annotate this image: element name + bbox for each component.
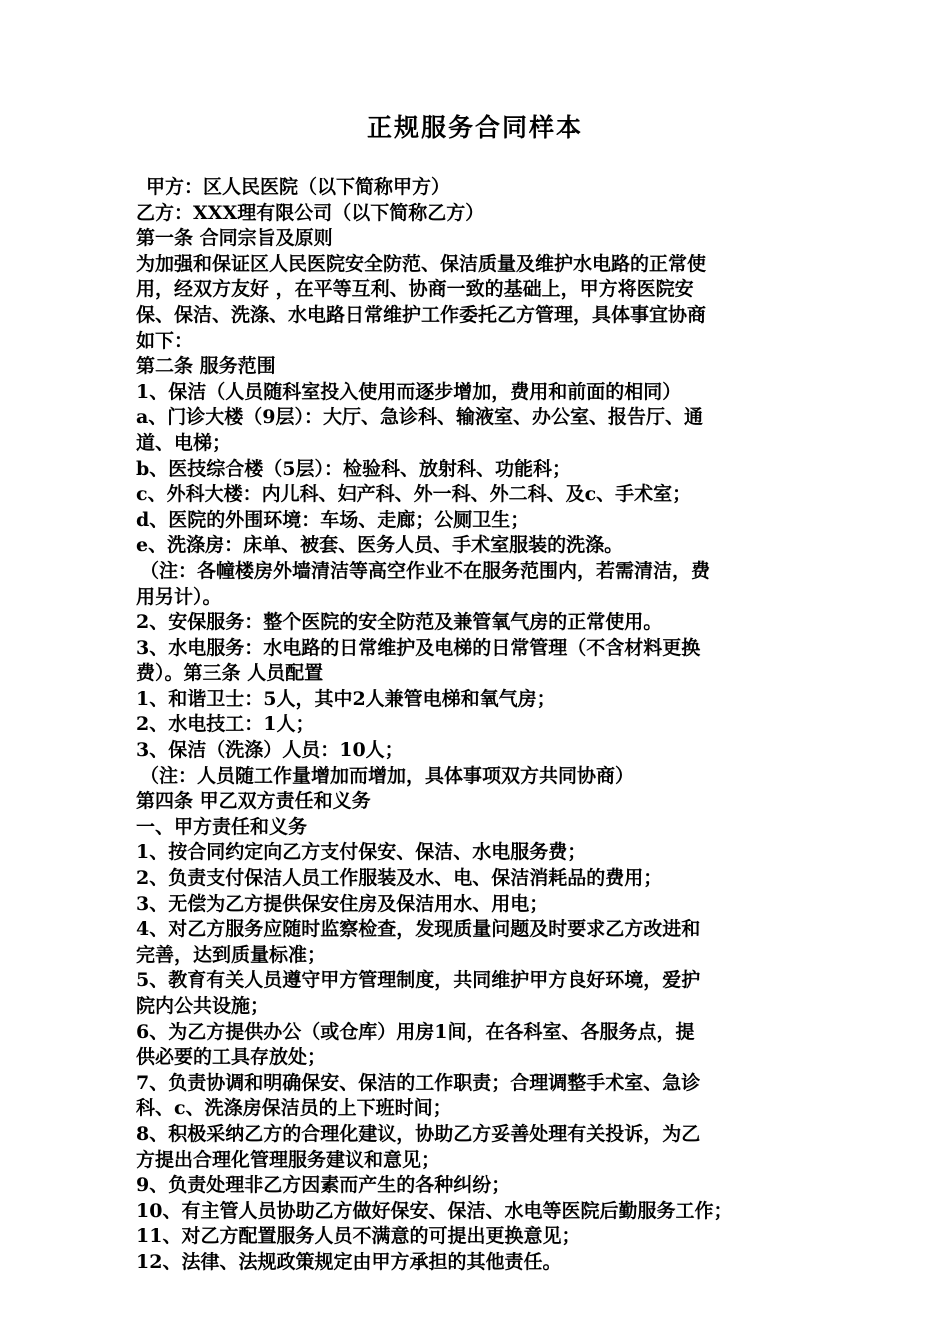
party-a-line: 甲方：区人民医院（以下简称甲方）	[146, 176, 451, 198]
list-item: 2、负责支付保洁人员工作服装及水、电、保洁消耗品的费用；	[136, 867, 663, 890]
list-item: 4、对乙方服务应随时监察检查，发现质量问题及时要求乙方改进和	[136, 918, 701, 941]
article-4-heading: 第四条 甲乙双方责任和义务	[136, 790, 371, 813]
article-3-heading: 费）。第三条 人员配置	[136, 662, 324, 685]
list-item: 12、法律、法规政策规定由甲方承担的其他责任。	[136, 1250, 562, 1273]
list-item: 完善，达到质量标准；	[136, 943, 327, 966]
list-item: 3、无偿为乙方提供保安住房及保洁用水、用电；	[136, 892, 549, 915]
document-title: 正规服务合同样本	[366, 113, 583, 142]
paragraph-line: 用，经双方友好 ，在平等互利、协商一致的基础上，甲方将医院安	[136, 278, 694, 301]
list-item: 2、水电技工：1人；	[136, 713, 315, 736]
list-item: 5、教育有关人员遵守甲方管理制度，共同维护甲方良好环境，爱护	[136, 969, 701, 992]
list-item: 3、保洁（洗涤）人员：10人；	[136, 739, 404, 762]
list-item: 11、对乙方配置服务人员不满意的可提出更换意见；	[136, 1225, 581, 1248]
list-item: 8、积极采纳乙方的合理化建议，协助乙方妥善处理有关投诉，为乙	[136, 1122, 701, 1145]
paragraph-line: 保、保洁、洗涤、水电路日常维护工作委托乙方管理，具体事宜协商	[136, 303, 707, 326]
list-item: 10、有主管人员协助乙方做好保安、保洁、水电等医院后勤服务工作；	[136, 1199, 733, 1222]
note-line: （注：人员随工作量增加而增加，具体事项双方共同协商）	[140, 764, 635, 787]
list-item: 9、负责处理非乙方因素而产生的各种纠纷；	[136, 1174, 511, 1197]
list-item: a、门诊大楼（9层）：大厅、急诊科、输液室、办公室、报告厅、通	[136, 406, 704, 429]
list-item: 6、为乙方提供办公（或仓库）用房1间，在各科室、各服务点，提	[136, 1020, 695, 1043]
list-item: 7、负责协调和明确保安、保洁的工作职责；合理调整手术室、急诊	[136, 1071, 701, 1094]
list-item: 1、和谐卫士：5人，其中2人兼管电梯和氧气房；	[136, 687, 556, 710]
list-item: 方提出合理化管理服务建议和意见；	[136, 1148, 441, 1171]
list-item: 1、保洁（人员随科室投入使用而逐步增加，费用和前面的相同）	[136, 380, 682, 403]
list-item: 供必要的工具存放处；	[136, 1046, 327, 1069]
article-1-heading: 第一条 合同宗旨及原则	[136, 227, 333, 250]
section-heading: 一、甲方责任和义务	[136, 815, 308, 838]
note-line: （注：各幢楼房外墙清洁等高空作业不在服务范围内，若需清洁，费	[140, 559, 711, 582]
paragraph-line: 如下：	[136, 329, 194, 352]
list-item: d、医院的外围环境：车场、走廊；公厕卫生；	[136, 508, 530, 531]
list-item: 3、水电服务：水电路的日常维护及电梯的日常管理（不含材料更换	[136, 636, 701, 659]
paragraph-line: 为加强和保证区人民医院安全防范、保洁质量及维护水电路的正常使	[136, 252, 707, 275]
document-body	[136, 175, 816, 1276]
list-item: 2、安保服务：整个医院的安全防范及兼管氧气房的正常使用。	[136, 611, 663, 634]
list-item: e、洗涤房：床单、被套、医务人员、手术室服装的洗涤。	[136, 534, 624, 557]
list-item: 1、按合同约定向乙方支付保安、保洁、水电服务费；	[136, 841, 587, 864]
list-item: 道、电梯；	[136, 431, 232, 454]
article-2-heading: 第二条 服务范围	[136, 355, 276, 378]
party-b-line: 乙方：XXX理有限公司（以下简称乙方）	[136, 201, 485, 224]
note-line: 用另计）。	[136, 585, 222, 608]
list-item: 科、c、洗涤房保洁员的上下班时间；	[136, 1097, 452, 1120]
list-item: b、医技综合楼（5层）：检验科、放射科、功能科；	[136, 457, 572, 480]
list-item: c、外科大楼：内儿科、妇产科、外一科、外二科、及c、手术室；	[136, 483, 692, 506]
list-item: 院内公共设施；	[136, 995, 270, 1017]
